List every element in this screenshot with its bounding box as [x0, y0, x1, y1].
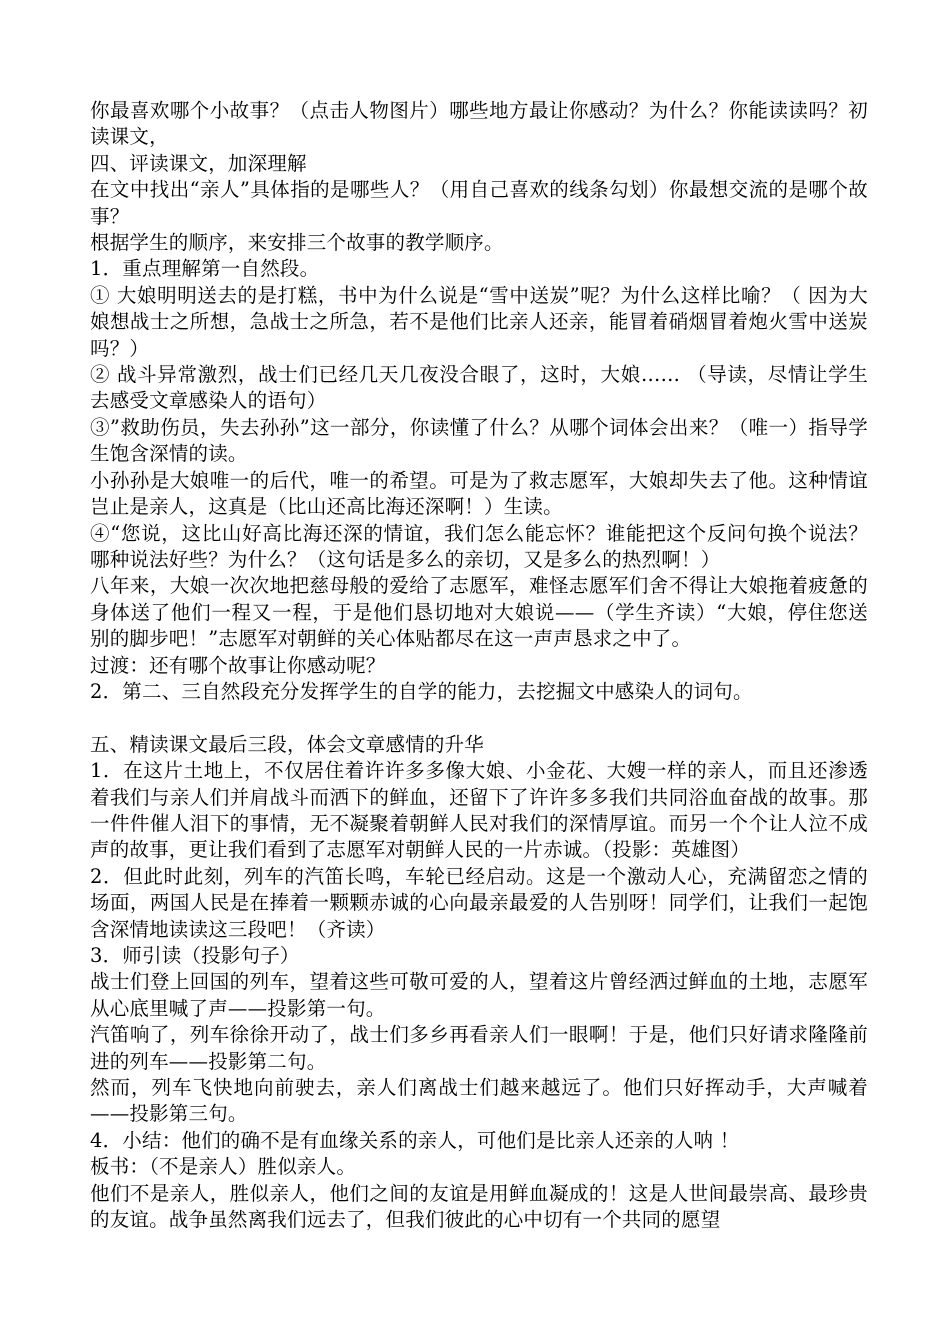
paragraph: ② 战斗异常激烈，战士们已经几天几夜没合眼了，这时，大娘…… （导读，尽情让学生去感受文章感染人的语句） [90, 363, 868, 413]
paragraph: 在文中找出“亲人”具体指的是哪些人？（用自己喜欢的线条勾划）你最想交流的是哪个故事？ [90, 178, 868, 228]
numbered-item: 1．在这片土地上，不仅居住着许许多多像大娘、小金花、大嫂一样的亲人，而且还渗透着我们与亲人们并肩战斗而洒下的鲜血，还留下了许许多多我们共同浴血奋战的故事。那一件件催人泪下的事情，无不凝聚着朝鲜人民对我们的深情厚谊。而另一个个让人泣不成声的故事，更让我们看到了志愿军对朝鲜人民的一片赤诚。（投影：英雄图） [90, 759, 868, 862]
paragraph: 八年来，大娘一次次地把慈母般的爱给了志愿军，难怪志愿军们舍不得让大娘拖着疲惫的身体送了他们一程又一程，于是他们恳切地对大娘说——（学生齐读）“大娘，停住您送别的脚步吧！”志愿军对朝鲜的关心体贴都尽在这一声声恳求之中了。 [90, 574, 868, 651]
paragraph: 他们不是亲人，胜似亲人，他们之间的友谊是用鲜血凝成的！这是人世间最崇高、最珍贵的友谊。战争虽然离我们远去了，但我们彼此的心中切有一个共同的愿望 [90, 1181, 868, 1232]
blackboard-note: 板书：（不是亲人）胜似亲人。 [90, 1155, 357, 1179]
paragraph: 小孙孙是大娘唯一的后代，唯一的希望。可是为了救志愿军，大娘却失去了他。这种情谊岂止是亲人，这真是（比山还高比海还深啊！）生读。 [90, 468, 868, 519]
document-body [90, 98, 868, 1233]
blank-line [90, 705, 868, 731]
section-heading: 五、精读课文最后三段，体会文章感情的升华 [90, 732, 485, 756]
numbered-item: 3．师引读（投影句子） [90, 943, 300, 967]
numbered-item: 2．第二、三自然段充分发挥学生的自学的能力，去挖掘文中感染人的词句。 [90, 679, 753, 703]
paragraph: 过渡：还有哪个故事让你感动呢？ [90, 653, 386, 677]
numbered-item: 2．但此时此刻，列车的汽笛长鸣，车轮已经启动。这是一个激动人心，充满留恋之情的场面，两国人民是在捧着一颗颗赤诚的心向最亲最爱的人告别呀！同学们，让我们一起饱含深情地读读这三段吧！（齐读） [90, 864, 868, 941]
paragraph: ④“您说，这比山好高比海还深的情谊，我们怎么能忘怀？谁能把这个反问句换个说法？哪种说法好些？为什么？（这句话是多么的亲切，又是多么的热烈啊！） [90, 521, 868, 571]
section-heading: 四、评读课文，加深理解 [90, 151, 307, 175]
paragraph: 汽笛响了，列车徐徐开动了，战士们多乡再看亲人们一眼啊！于是，他们只好请求隆隆前进的列车——投影第二句。 [90, 1023, 868, 1073]
paragraph: 根据学生的顺序，来安排三个故事的教学顺序。 [90, 231, 504, 255]
numbered-item: 1．重点理解第一自然段。 [90, 257, 320, 281]
paragraph: ③”救助伤员，失去孙孙”这一部分，你读懂了什么？从哪个词体会出来？（唯一）指导学生饱含深情的读。 [90, 415, 868, 466]
paragraph: 战士们登上回国的列车，望着这些可敬可爱的人，望着这片曾经洒过鲜血的土地，志愿军从心底里喊了声——投影第一句。 [90, 970, 868, 1020]
paragraph: 然而，列车飞快地向前驶去，亲人们离战士们越来越远了。他们只好挥动手，大声喊着——投影第三句。 [90, 1076, 868, 1126]
paragraph: ① 大娘明明送去的是打糕，书中为什么说是“雪中送炭”呢？为什么这样比喻？（ 因为大娘想战士之所想，急战士之所急，若不是他们比亲人还亲，能冒着硝烟冒着炮火雪中送炭吗？） [90, 283, 868, 360]
numbered-item: 4．小结：他们的确不是有血缘关系的亲人，可他们是比亲人还亲的人呐 ！ [90, 1128, 740, 1152]
paragraph: 你最喜欢哪个小故事？（点击人物图片）哪些地方最让你感动？为什么？你能读读吗？初读课文， [90, 99, 868, 149]
